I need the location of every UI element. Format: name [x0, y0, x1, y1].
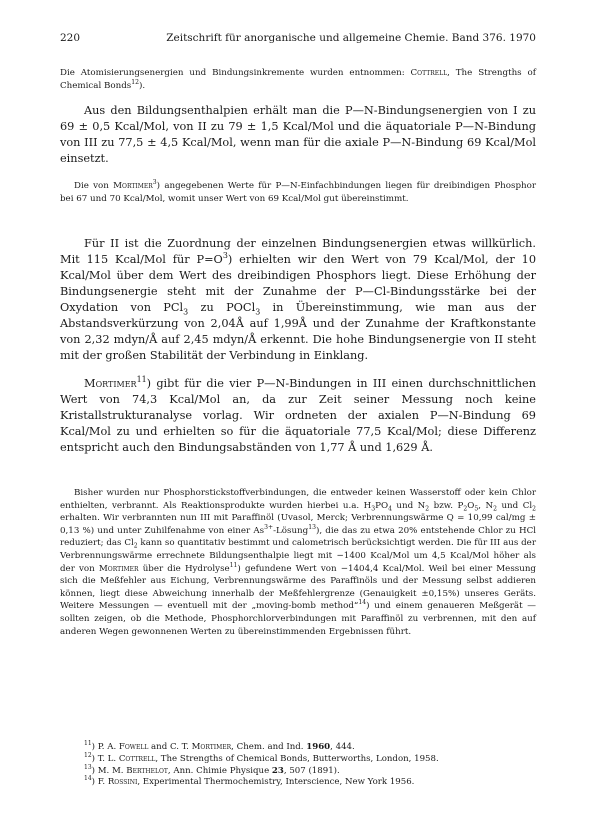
paragraph-compound-ii: Für II ist die Zuordnung der einzelnen Bindungsenergien etwas willkürlich. Mit 115 Kcal/Mol für $P=O^3$) erhielten wir den Wert von 79 Kcal/Mol, der 10 Kcal/Mol über dem Wert des dreibindigen Phosphors liegt. Diese Erhöhung der Bindungsenergie steht mit der Zunahme der P—Cl-Bindungsstärke bei der Oxydation von PCl$_3$ zu POCl$_3$ in Übereinstimmung, wie man aus der Abstandsverkürzung von 2,04Å auf 1,99Å und der Zunahme der Kraftkonstante von 2,32 mdyn/Å auf 2,45 mdyn/Å erkennt. Die hohe Bindungsenergie von II steht mit der großen Stabilität der Verbindung in Einklang. — [60, 237, 537, 362]
footnotes — [84, 742, 554, 789]
paragraph-combustion-method: Bisher wurden nur Phosphorstickstoffverbindungen, die entweder keinen Wasserstoff oder kein Chlor enthielten, verbrannt. Als Reaktionsprodukte wurden hierbei u.a. $H_3PO_4$ und $N_2$ bzw. $P_2O_5$, $N_2$ und $Cl_2$ erhalten. Wir verbrannten nun III mit Paraffinöl (Uvasol, Merck; Verbrennungswärme Q = 10,99 cal/mg ± 0,13 %) und unter Zuhilfenahme von einer $As^{3+}-Lösung^{13}$), die das zu etwa 20% entstehende Chlor zu HCl reduziert; das $Cl_2$ kann so quantitativ bestimmt und calometrisch berücksichtigt werden. Die für III aus der Verbrennungswärme errechnete Bildungsenthalpie liegt mit −1400 Kcal/Mol um 4,5 Kcal/Mol höher als der von Mortimer über die Hydrolyse$^{11}$) gefundene Wert von −1404,4 Kcal/Mol. Weil bei einer Messung sich die Meßfehler aus Eichung, Verbrennungswärme des Paraffinöls und der Messung selbst addieren können, liegt diese Abweichung innerhalb der Meßfehlergrenze (Genauigkeit ±0,15%) unseres Geräts. Weitere Messungen — eventuell mit der „moving-bomb method“$^{14}$) und einem genaueren Meßgerät — sollten zeigen, ob die Methode, Phosphorchlorverbindungen mit Paraffinöl zu verbrennen, mit den auf anderen Wegen gewonnenen Werten zu übereinstimmenden Ergebnissen führt. — [60, 488, 536, 637]
page-number: 220 — [60, 32, 81, 44]
paragraph-source-note: Die Atomisierungsenergien und Bindungsinkremente wurden entnommen: Cottrell, The Strengths of Chemical Bonds$^{12}$). — [60, 68, 536, 91]
paragraph-mortimer-values: Die von Mortimer$^3$) angegebenen Werte für P—N-Einfachbindungen liegen für dreibindigen Phosphor bei 67 und 70 Kcal/Mol, womit unser Wert von 69 Kcal/Mol gut übereinstimmt. — [60, 179, 536, 204]
journal-title: Zeitschrift für anorganische und allgemeine Chemie. Band 376. 1970 — [166, 32, 536, 44]
paragraph-pn-bond-energies: Aus den Bildungsenthalpien erhält man die P—N-Bindungsenergien von I zu 69 ± 0,5 Kcal/Mol, von II zu 79 ± 1,5 Kcal/Mol und die äquatoriale P—N-Bindung von III zu 77,5 ± 4,5 Kcal/Mol, wenn man für die axiale P—N-Bindung 69 Kcal/Mol einsetzt. — [60, 104, 536, 165]
paragraph-compound-iii: Mortimer$^{11}$) gibt für die vier P—N-Bindungen in III einen durchschnittlichen Wert von 74,3 Kcal/Mol an, da zur Zeit seiner Messung noch keine Kristallstrukturanalyse vorlag. Wir ordneten der axialen P—N-Bindung 69 Kcal/Mol zu und erhielten so für die äquatoriale 77,5 Kcal/Mol; diese Differenz entspricht auch den Bindungsabständen von 1,77 Å und 1,629 Å. — [60, 375, 536, 454]
footnote: $^{12}$) T. L. Cottrell, The Strengths of Chemical Bonds, Butterworths, London, 1958. — [84, 751, 439, 764]
footnote: $^{13}$) M. M. Berthelot, Ann. Chimie Physique 23, 507 (1891). — [84, 763, 340, 776]
footnote: $^{14}$) F. Rossini, Experimental Thermochemistry, Interscience, New York 1956. — [84, 775, 415, 788]
footnote: $^{11}$) P. A. Fowell and C. T. Mortimer, Chem. and Ind. 1960, 444. — [84, 740, 355, 752]
